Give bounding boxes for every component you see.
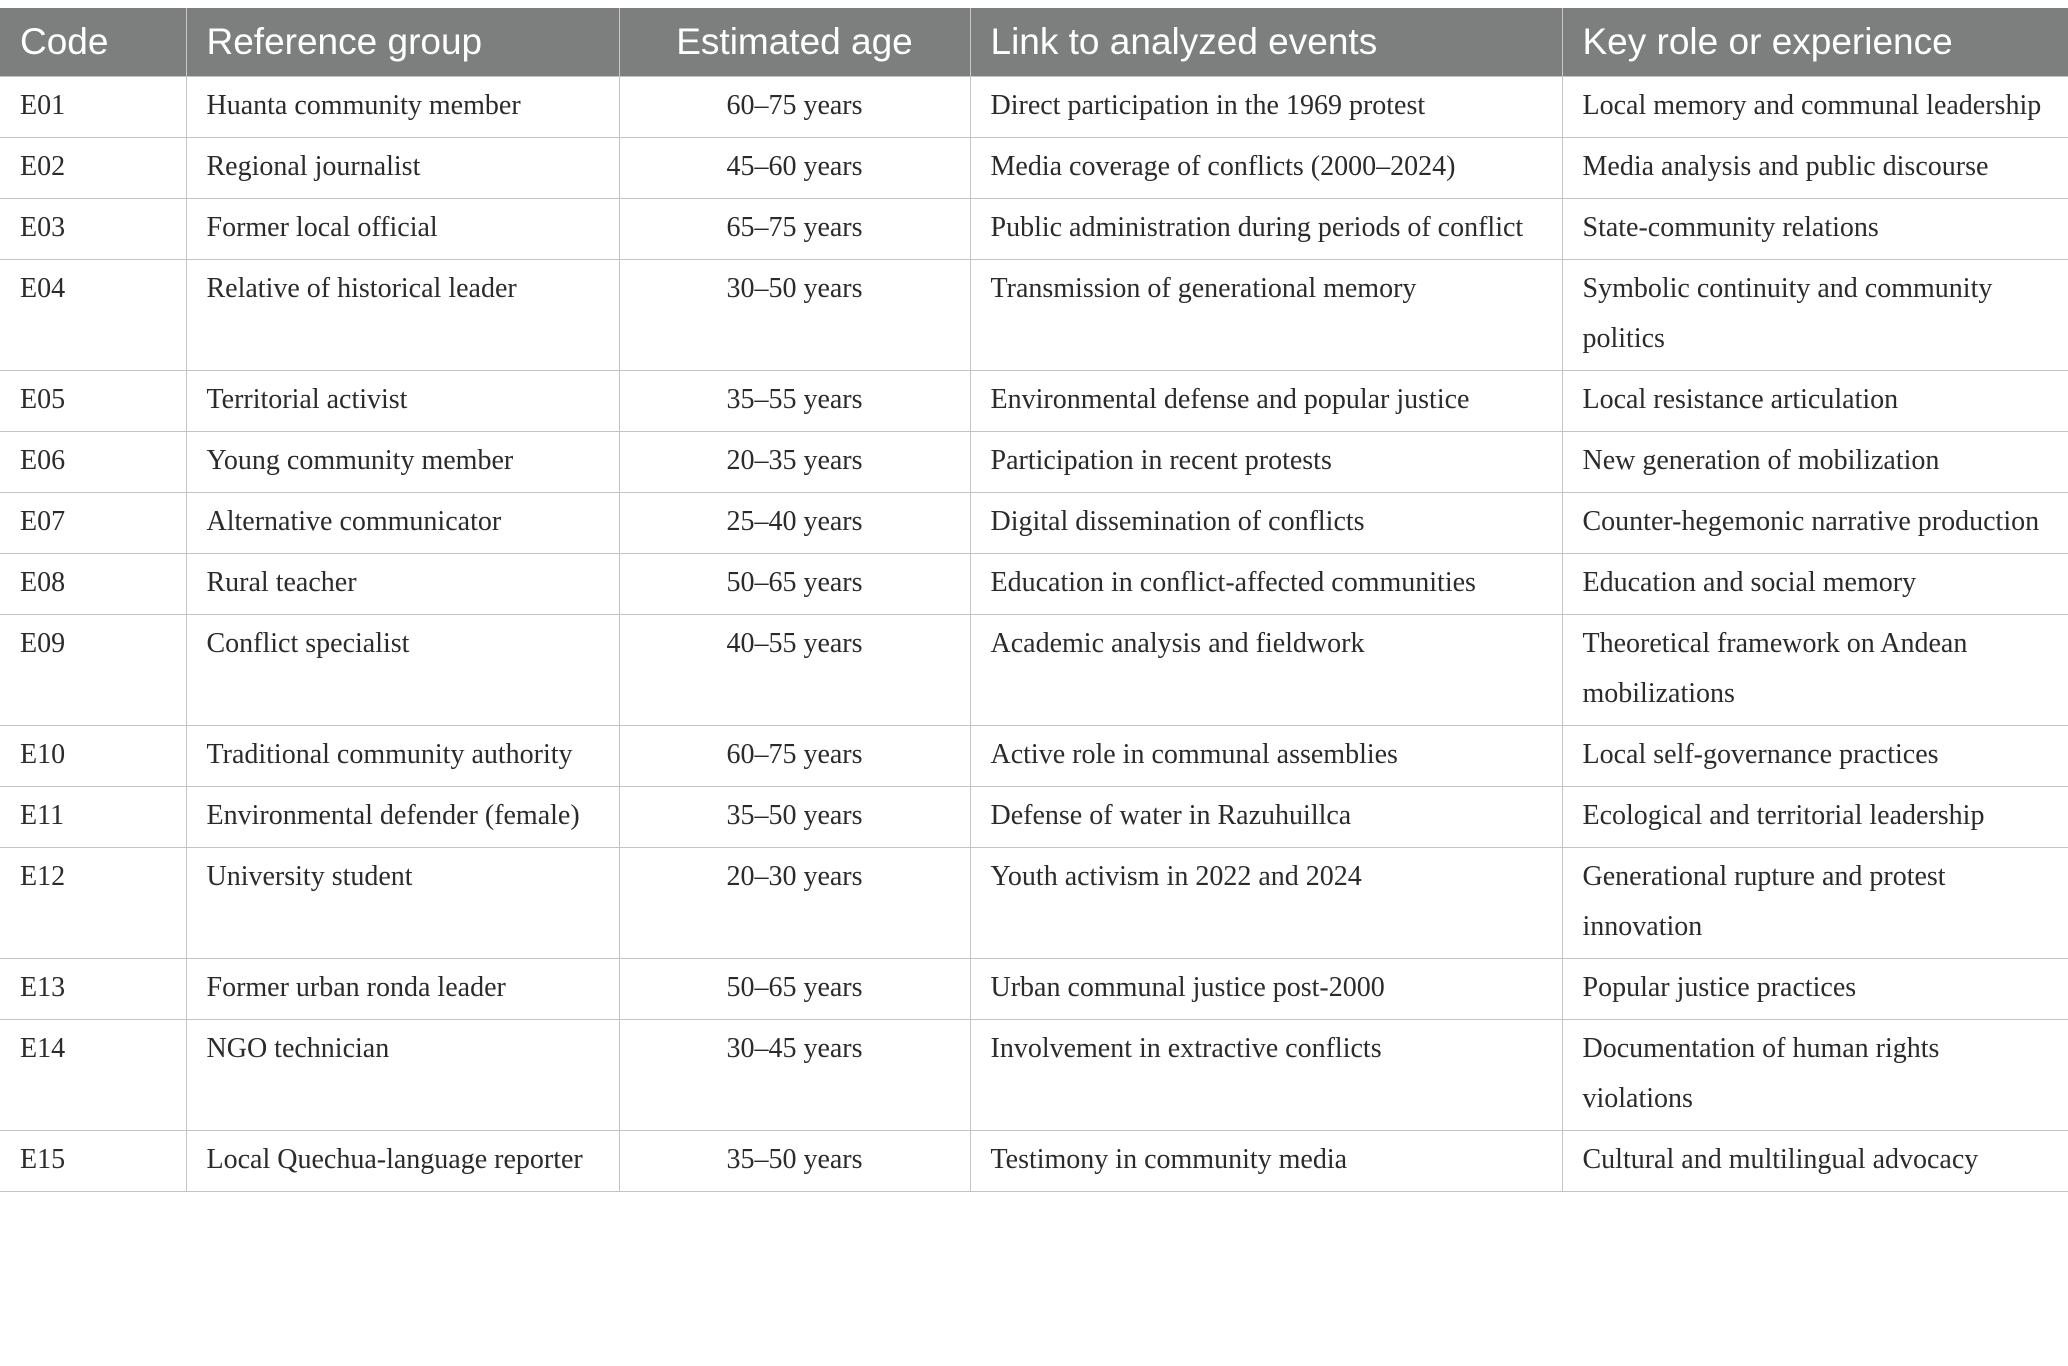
cell-key-role: Media analysis and public discourse <box>1562 138 2068 199</box>
cell-key-role: Popular justice practices <box>1562 959 2068 1020</box>
cell-link-to-events: Media coverage of conflicts (2000–2024) <box>970 138 1562 199</box>
table-header <box>0 8 2068 77</box>
table-body <box>0 77 2068 1192</box>
cell-key-role: New generation of mobilization <box>1562 432 2068 493</box>
cell-key-role: Documentation of human rights violations <box>1562 1020 2068 1131</box>
table-row <box>0 554 2068 615</box>
cell-estimated-age: 30–50 years <box>619 260 970 371</box>
cell-link-to-events: Involvement in extractive conflicts <box>970 1020 1562 1131</box>
table-row <box>0 848 2068 959</box>
cell-reference-group: Traditional community authority <box>186 726 619 787</box>
table-row <box>0 615 2068 726</box>
cell-code: E07 <box>0 493 186 554</box>
cell-code: E15 <box>0 1131 186 1192</box>
cell-estimated-age: 35–55 years <box>619 371 970 432</box>
cell-estimated-age: 30–45 years <box>619 1020 970 1131</box>
header-key-role: Key role or experience <box>1562 8 2068 77</box>
cell-code: E06 <box>0 432 186 493</box>
cell-reference-group: University student <box>186 848 619 959</box>
cell-reference-group: Regional journalist <box>186 138 619 199</box>
cell-key-role: Symbolic continuity and community politics <box>1562 260 2068 371</box>
cell-link-to-events: Digital dissemination of conflicts <box>970 493 1562 554</box>
cell-key-role: Theoretical framework on Andean mobilizations <box>1562 615 2068 726</box>
cell-link-to-events: Defense of water in Razuhuillca <box>970 787 1562 848</box>
cell-code: E05 <box>0 371 186 432</box>
cell-reference-group: Environmental defender (female) <box>186 787 619 848</box>
header-reference-group: Reference group <box>186 8 619 77</box>
cell-reference-group: Relative of historical leader <box>186 260 619 371</box>
cell-estimated-age: 60–75 years <box>619 726 970 787</box>
header-code: Code <box>0 8 186 77</box>
cell-link-to-events: Direct participation in the 1969 protest <box>970 77 1562 138</box>
cell-code: E02 <box>0 138 186 199</box>
cell-reference-group: NGO technician <box>186 1020 619 1131</box>
table-row <box>0 1131 2068 1192</box>
table-row <box>0 77 2068 138</box>
cell-estimated-age: 35–50 years <box>619 787 970 848</box>
header-estimated-age: Estimated age <box>619 8 970 77</box>
cell-code: E14 <box>0 1020 186 1131</box>
cell-code: E10 <box>0 726 186 787</box>
cell-reference-group: Young community member <box>186 432 619 493</box>
table-row <box>0 726 2068 787</box>
cell-link-to-events: Testimony in community media <box>970 1131 1562 1192</box>
cell-key-role: Cultural and multilingual advocacy <box>1562 1131 2068 1192</box>
cell-code: E08 <box>0 554 186 615</box>
cell-key-role: Ecological and territorial leadership <box>1562 787 2068 848</box>
header-row <box>0 8 2068 77</box>
cell-code: E04 <box>0 260 186 371</box>
cell-key-role: Generational rupture and protest innovation <box>1562 848 2068 959</box>
table-row <box>0 787 2068 848</box>
table-row <box>0 260 2068 371</box>
cell-estimated-age: 20–30 years <box>619 848 970 959</box>
table-row <box>0 199 2068 260</box>
cell-link-to-events: Academic analysis and fieldwork <box>970 615 1562 726</box>
cell-key-role: Local self-governance practices <box>1562 726 2068 787</box>
cell-key-role: Local resistance articulation <box>1562 371 2068 432</box>
cell-code: E13 <box>0 959 186 1020</box>
cell-link-to-events: Youth activism in 2022 and 2024 <box>970 848 1562 959</box>
cell-code: E09 <box>0 615 186 726</box>
cell-reference-group: Former local official <box>186 199 619 260</box>
cell-key-role: Education and social memory <box>1562 554 2068 615</box>
cell-reference-group: Alternative communicator <box>186 493 619 554</box>
cell-code: E01 <box>0 77 186 138</box>
cell-code: E11 <box>0 787 186 848</box>
participants-table <box>0 8 2068 1192</box>
cell-link-to-events: Environmental defense and popular justice <box>970 371 1562 432</box>
cell-estimated-age: 65–75 years <box>619 199 970 260</box>
cell-estimated-age: 45–60 years <box>619 138 970 199</box>
cell-key-role: State-community relations <box>1562 199 2068 260</box>
cell-estimated-age: 25–40 years <box>619 493 970 554</box>
cell-estimated-age: 35–50 years <box>619 1131 970 1192</box>
cell-estimated-age: 20–35 years <box>619 432 970 493</box>
table-row <box>0 371 2068 432</box>
cell-reference-group: Territorial activist <box>186 371 619 432</box>
cell-estimated-age: 50–65 years <box>619 959 970 1020</box>
table-row <box>0 138 2068 199</box>
cell-reference-group: Huanta community member <box>186 77 619 138</box>
cell-reference-group: Conflict specialist <box>186 615 619 726</box>
table-row <box>0 432 2068 493</box>
cell-link-to-events: Urban communal justice post-2000 <box>970 959 1562 1020</box>
cell-code: E03 <box>0 199 186 260</box>
cell-reference-group: Local Quechua-language reporter <box>186 1131 619 1192</box>
cell-code: E12 <box>0 848 186 959</box>
header-link-to-events: Link to analyzed events <box>970 8 1562 77</box>
cell-estimated-age: 40–55 years <box>619 615 970 726</box>
cell-estimated-age: 50–65 years <box>619 554 970 615</box>
cell-reference-group: Former urban ronda leader <box>186 959 619 1020</box>
cell-estimated-age: 60–75 years <box>619 77 970 138</box>
table-row <box>0 959 2068 1020</box>
table-row <box>0 1020 2068 1131</box>
cell-reference-group: Rural teacher <box>186 554 619 615</box>
cell-key-role: Local memory and communal leadership <box>1562 77 2068 138</box>
table-row <box>0 493 2068 554</box>
cell-link-to-events: Participation in recent protests <box>970 432 1562 493</box>
cell-link-to-events: Transmission of generational memory <box>970 260 1562 371</box>
cell-key-role: Counter-hegemonic narrative production <box>1562 493 2068 554</box>
cell-link-to-events: Education in conflict-affected communities <box>970 554 1562 615</box>
cell-link-to-events: Active role in communal assemblies <box>970 726 1562 787</box>
cell-link-to-events: Public administration during periods of conflict <box>970 199 1562 260</box>
